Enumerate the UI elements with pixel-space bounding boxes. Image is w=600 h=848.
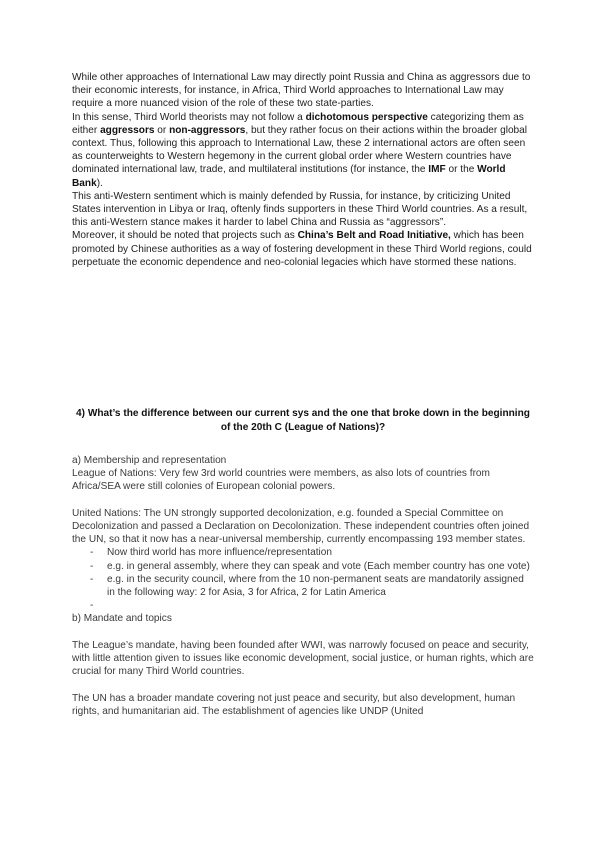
bold-term: China’s Belt and Road Initiative,: [297, 230, 451, 242]
question-heading: 4) What’s the difference between our current sys and the one that broke down in the beginning of the 20th C (League of Nations)?: [76, 408, 530, 433]
subheading-membership: a) Membership and representation: [72, 455, 227, 466]
text-run: Moreover, it should be noted that projects such as: [72, 230, 298, 242]
text-run: or: [154, 124, 170, 136]
paragraph-league-membership: League of Nations: Very few 3rd world countries were members, as also lots of countries from Africa/SEA were still colonies of European colonial powers.: [72, 468, 490, 493]
spacer: [72, 494, 534, 507]
text-run: , but they rather focus on their actions within the broader global context. Thus, following this approach to International Law, these 2 international actors are often seen as counterweights to Western hegemony in the current global order where Western countries have dominated international law, trade, and multilateral institutions (for instance, the: [72, 124, 528, 176]
bold-term: World Bank: [72, 164, 506, 189]
paragraph-un-membership: United Nations: The UN strongly supported decolonization, e.g. founded a Special Committee on Decolonization and passed a Declaration on Decolonization. These independent countries often joined the UN, so that it now has a near-universal membership, currently encompassing 193 member states.: [72, 507, 530, 546]
section-comparison: [72, 454, 534, 718]
text-run: ).: [96, 177, 103, 189]
list-item: [72, 560, 534, 573]
list-item: [72, 546, 534, 559]
paragraph-anti-western: This anti-Western sentiment which is mainly defended by Russia, for instance, by criticizing United States intervention in Libya or Iraq, oftenly finds supporters in these Third World countries. As a result, this anti-Western stance makes it harder to label China and Russia as “aggressors”.: [72, 190, 528, 229]
paragraph-belt-and-road: [72, 229, 534, 269]
text-run: which has been promoted by Chinese authorities as a way of fostering development in these Third World regions, could perpetuate the economic dependence and neo-colonial legacies which have stormed these nations.: [72, 230, 532, 268]
section-third-world-approaches: [72, 71, 534, 269]
bullet-list: [72, 546, 534, 612]
list-item-text: Now third world has more influence/representation: [107, 547, 332, 559]
dash-bullet: -: [90, 547, 94, 559]
bold-term: IMF: [428, 164, 446, 176]
spacer: [72, 678, 534, 691]
paragraph-intro: While other approaches of International Law may directly point Russia and China as aggressors due to their economic interests, for instance, in Africa, Third World approaches to International Law may require a more nuanced vision of the role of these two state-parties.: [72, 72, 531, 110]
list-item-empty: [72, 599, 534, 612]
list-item-text: e.g. in general assembly, where they can speak and vote (Each member country has one vote): [107, 560, 530, 572]
bold-term: aggressors: [100, 124, 155, 136]
paragraph-dichotomy: [72, 111, 534, 190]
dash-bullet: -: [90, 573, 94, 585]
text-run: categorizing them as either: [72, 111, 524, 136]
paragraph-league-mandate: The League’s mandate, having been founded after WWI, was narrowly focused on peace and security, with little attention given to issues like economic development, social justice, or human rights, which are crucial for many Third World countries.: [72, 639, 534, 678]
text-run: In this sense, Third World theorists may not follow a: [72, 111, 306, 123]
text-run: or the: [445, 164, 478, 176]
list-item-text: e.g. in the security council, where from the 10 non-permanent seats are mandatorily assigned in the following way: 2 for Asia, 3 for Africa, 2 for Latin America: [107, 573, 524, 599]
list-item: [72, 573, 534, 599]
spacer: [72, 626, 534, 639]
bold-term: dichotomous perspective: [305, 111, 428, 123]
dash-bullet: -: [90, 600, 94, 612]
subheading-mandate: b) Mandate and topics: [72, 613, 172, 625]
paragraph-un-mandate: The UN has a broader mandate covering not just peace and security, but also development, human rights, and humanitarian aid. The establishment of agencies like UNDP (United: [72, 692, 516, 717]
dash-bullet: -: [90, 560, 94, 572]
bold-term: non-aggressors: [169, 124, 246, 136]
